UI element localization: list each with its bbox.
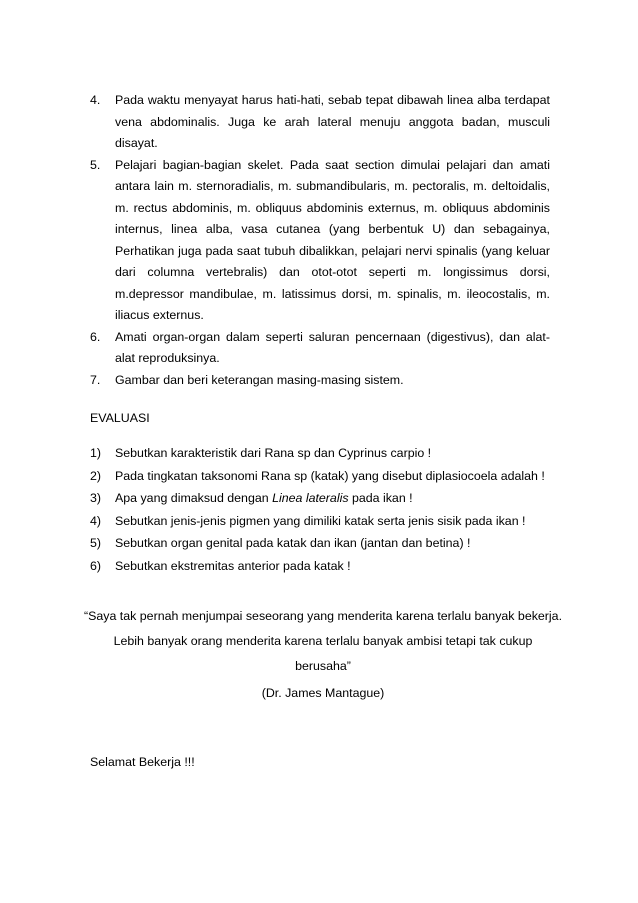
question-item	[90, 488, 550, 510]
list-text: Gambar dan beri keterangan masing-masing sistem.	[115, 372, 404, 387]
question-text: Sebutkan jenis-jenis pigmen yang dimiliki katak serta jenis sisik pada ikan !	[115, 513, 526, 528]
list-item	[90, 327, 550, 370]
procedure-list	[90, 90, 550, 391]
question-item	[90, 533, 550, 555]
list-number: 4.	[90, 93, 101, 107]
list-number: 5.	[90, 157, 101, 172]
italic-term: Linea lateralis	[272, 491, 349, 505]
list-item	[90, 90, 550, 155]
question-text-end: pada ikan !	[348, 491, 413, 505]
evaluation-heading: EVALUASI	[90, 411, 150, 425]
list-text: Pelajari bagian-bagian skelet. Pada saat section dimulai pelajari dan amati antara lain m. sternoradialis, m. submandibularis, m. pectoralis, m. deltoidalis, m. rectus abdominis, m. obliquus abdominis externus, m. obliquus abdominis internus, linea alba, vasa cutanea (yang berbentuk U) dan sebagainya, Perhatikan juga pada saat tubuh dibalikkan, pelajari nervi spinalis (yang keluar dari columna vertebralis) dan otot-otot seperti m. longissimus dorsi, m.depressor mandibulae, m. latissimus dorsi, m. spinalis, m. ileocostalis, m. iliacus externus.	[115, 157, 550, 322]
list-number: 7.	[90, 372, 101, 387]
motivational-quote: “Saya tak pernah menjumpai seseorang yang menderita karena terlalu banyak bekerja. Lebih banyak orang menderita karena terlalu banyak ambisi tetapi tak cukup berusaha”	[84, 609, 563, 673]
quote-author: (Dr. James Mantague)	[261, 686, 385, 700]
question-text	[115, 488, 550, 510]
question-item	[90, 511, 550, 533]
question-item	[90, 443, 550, 465]
question-text-start: Apa yang dimaksud dengan	[115, 491, 273, 505]
question-item	[90, 556, 550, 578]
list-item	[90, 370, 550, 392]
list-text: Pada waktu menyayat harus hati-hati, sebab tepat dibawah linea alba terdapat vena abdominalis. Juga ke arah lateral menuju anggota badan, musculi disayat.	[115, 93, 550, 150]
list-number: 6.	[90, 329, 101, 344]
question-number: 1)	[90, 446, 102, 460]
question-text: Sebutkan organ genital pada katak dan ikan (jantan dan betina) !	[115, 536, 471, 550]
question-number: 4)	[90, 513, 102, 528]
list-text: Amati organ-organ dalam seperti saluran pencernaan (digestivus), dan alat-alat reproduksinya.	[115, 329, 550, 365]
question-number: 2)	[90, 468, 102, 483]
evaluation-question-list	[90, 443, 550, 578]
question-text: Pada tingkatan taksonomi Rana sp (katak) yang disebut diplasiocoela adalah !	[115, 468, 545, 483]
closing-remark: Selamat Bekerja !!!	[90, 755, 195, 769]
question-number: 3)	[90, 491, 102, 505]
question-text: Sebutkan karakteristik dari Rana sp dan Cyprinus carpio !	[115, 446, 432, 460]
question-number: 6)	[90, 558, 102, 573]
question-text: Sebutkan ekstremitas anterior pada katak !	[115, 558, 351, 573]
question-number: 5)	[90, 536, 102, 550]
question-item	[90, 466, 550, 488]
list-item	[90, 155, 550, 327]
